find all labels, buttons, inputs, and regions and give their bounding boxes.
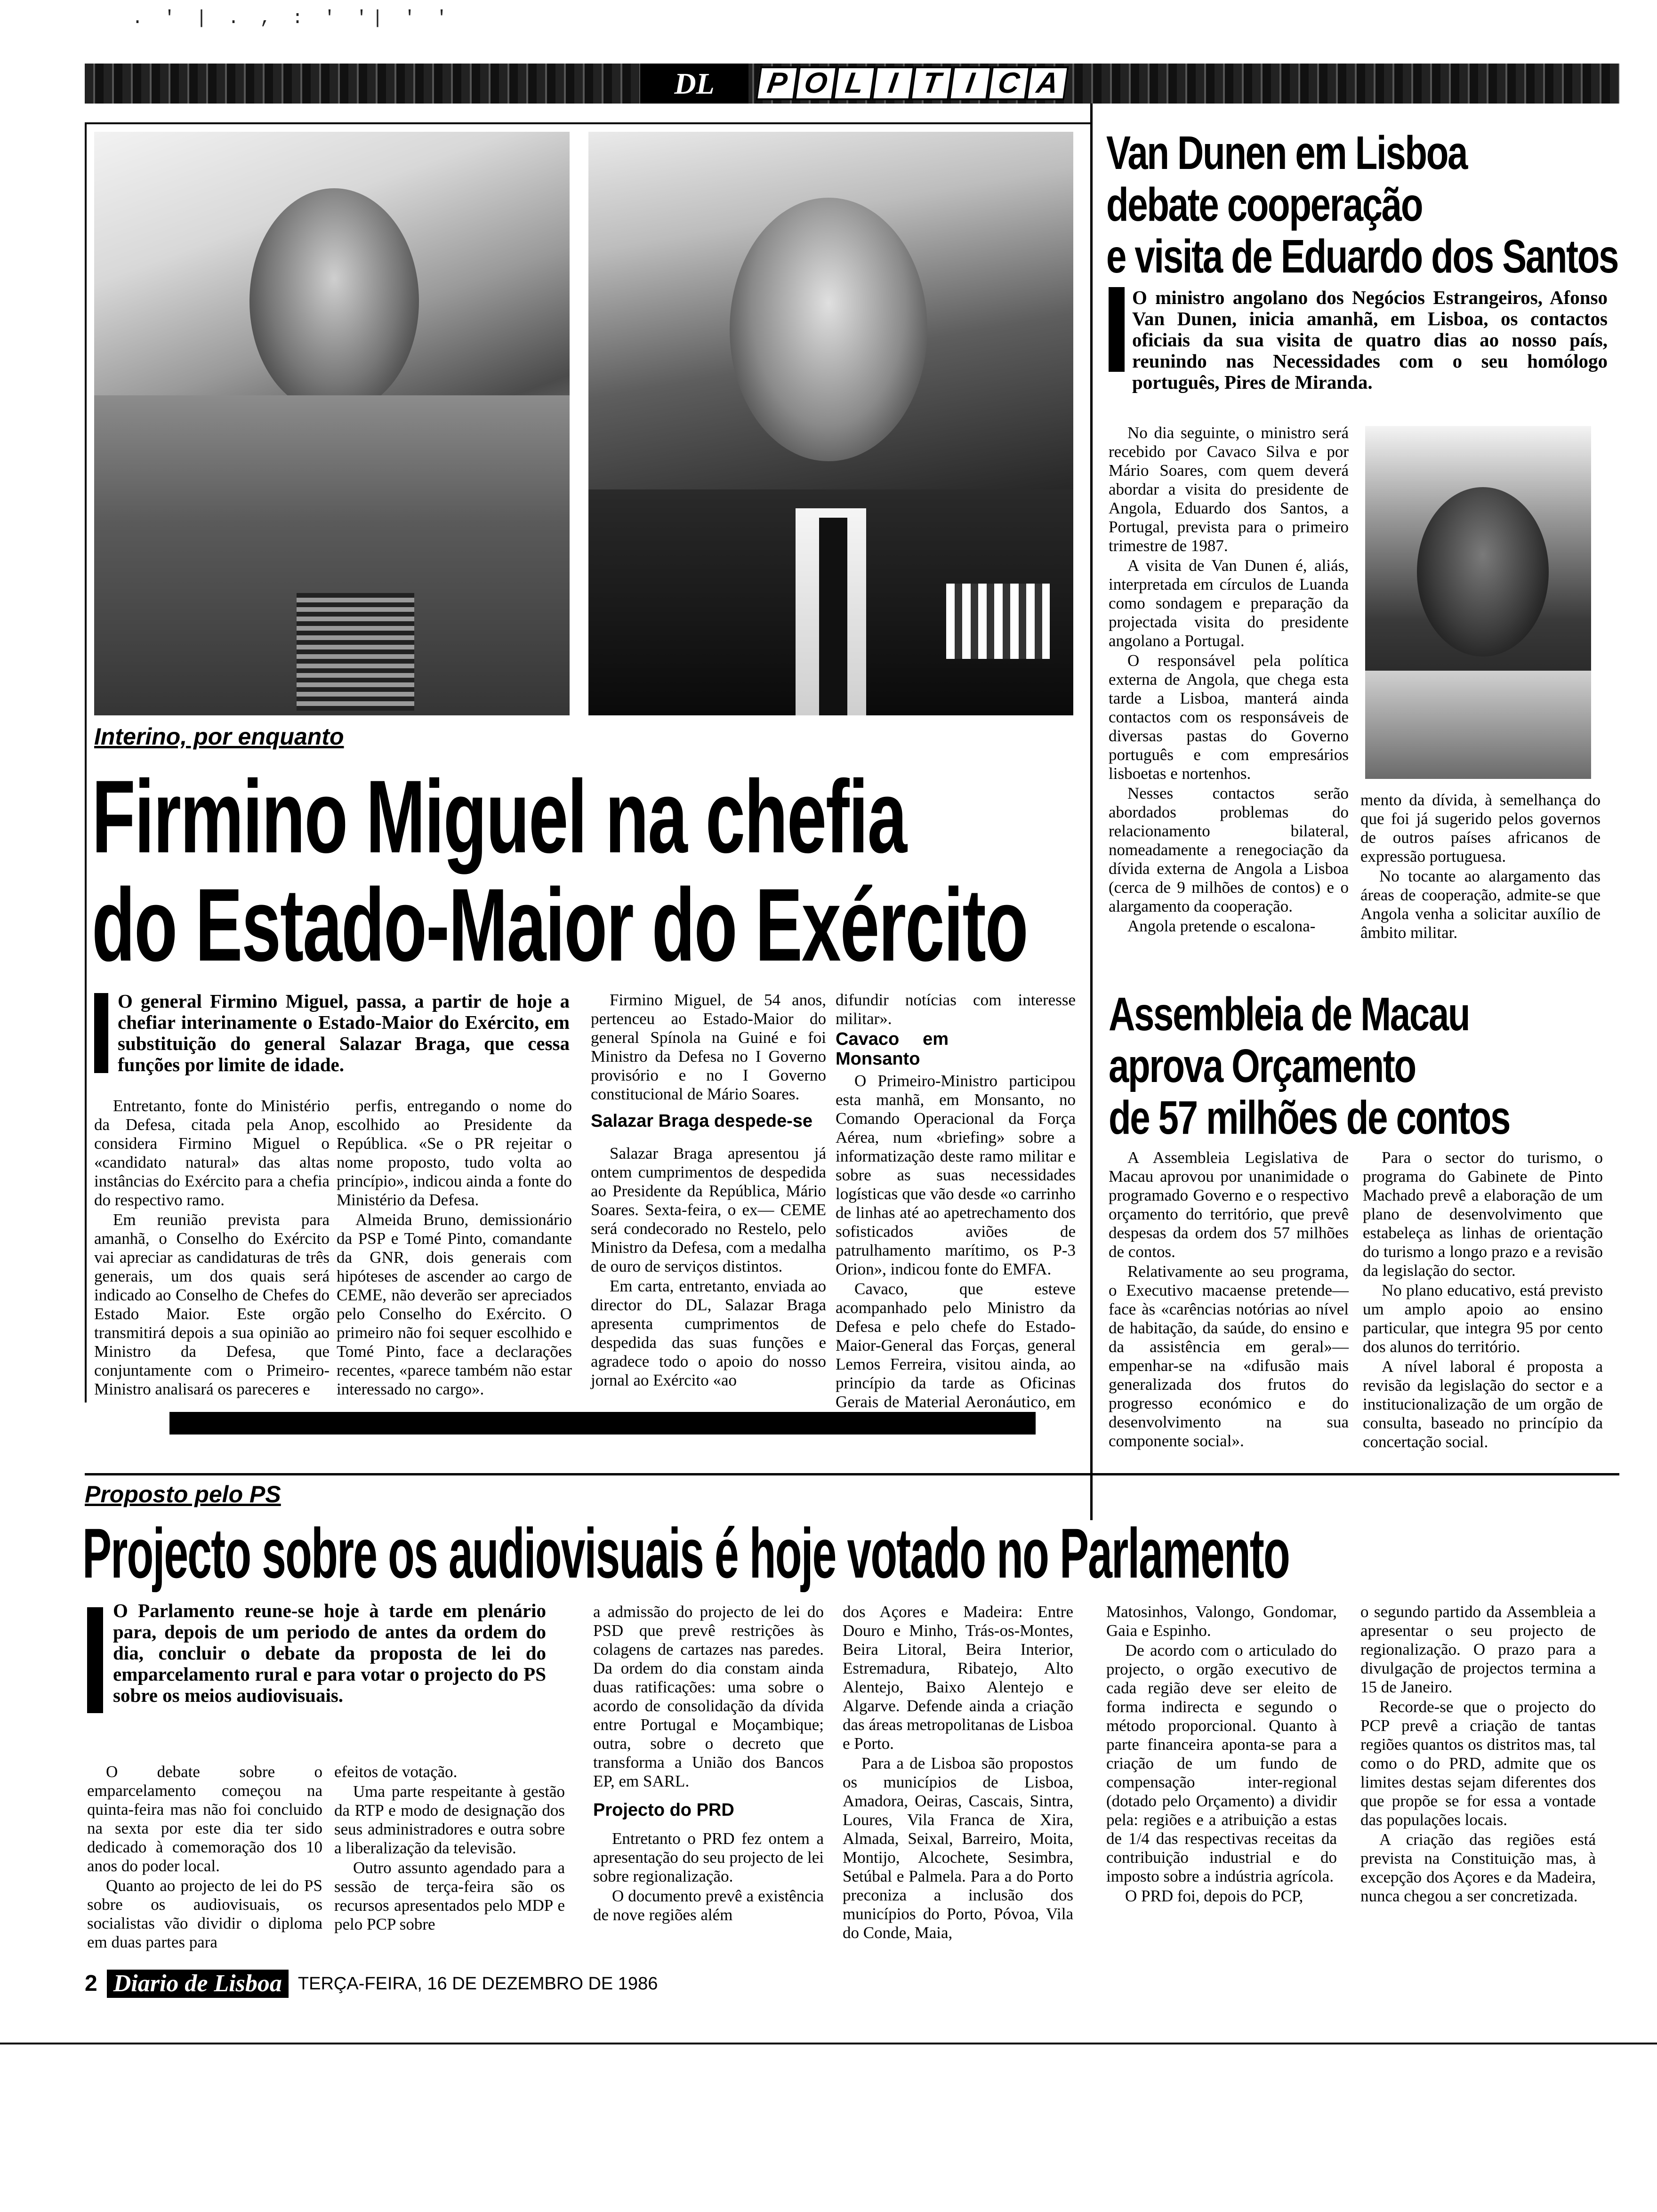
paragraph: Em carta, entretanto, enviada ao director do DL, Salazar Braga apresenta cumprimentos de despedida das suas funções e agradece todo o apoio do nosso jornal ao Exército «ao (591, 1277, 826, 1389)
headline-macau-line2: aprova Orçamento (1109, 1040, 1416, 1092)
paragraph: Para a de Lisboa são propostos os municípios de Lisboa, Amadora, Oeiras, Cascais, Sintra, Loures, Vila Franca de Xira, Almada, Seixal, Barreiro, Moita, Montijo, Alcochete, Sesimbra, Setúbal e Palmela. Para a do Porto preconiza a inclusão dos municípios do Porto, Póvoa, Vila do Conde, Maia, (843, 1754, 1073, 1942)
issue-date: TERÇA-FEIRA, 16 DE DEZEMBRO DE 1986 (298, 1974, 658, 1994)
column-rule (1090, 104, 1093, 1520)
headline-firmino-line1: Firmino Miguel na chefia (92, 759, 906, 874)
section-letter: C (987, 66, 1030, 100)
paragraph: No plano educativo, está previsto um amplo apoio ao ensino particular, que integra 95 por cento dos alunos do território. (1363, 1281, 1603, 1356)
subhead-prd: Projecto do PRD (593, 1800, 734, 1820)
headline-audiovisuais: Projecto sobre os audiovisuais é hoje votado no Parlamento (82, 1514, 1289, 1593)
lead-audiovisuais: O Parlamento reune-se hoje à tarde em plenário para, depois de um periodo de antes da ordem do dia, concluir o debate da proposta de lei do emparcelamento rural e para votar o projecto do PS sobre os meios audiovisuais. (113, 1600, 546, 1706)
paragraph: Entretanto, fonte do Ministério da Defesa, citada pela Anop, considera Firmino Miguel o «candidato natural» das altas instâncias do Exército para a chefia do respectivo ramo. (94, 1097, 330, 1209)
headline-vandunen-line2: debate cooperação (1106, 178, 1423, 231)
subhead-cavaco: Cavaco em Monsanto (836, 1029, 949, 1069)
headline-vandunen-line1: Van Dunen em Lisboa (1106, 127, 1467, 179)
paragraph: Matosinhos, Valongo, Gondomar, Gaia e Espinho. (1106, 1603, 1337, 1640)
section-header (85, 64, 1619, 104)
section-letter: I (871, 66, 915, 100)
paragraph: O Primeiro-Ministro participou esta manhã, em Monsanto, no Comando Operacional da Força Aérea, num «briefing» sobre a informatização deste ramo militar e sobre as suas necessidades logísticas que vão desde «o carrinho de linhas até ao apetrechamento dos sofisticados aviões de patrulhamento marítimo, os P-3 Orion», indicou fonte do EMFA. (836, 1072, 1076, 1278)
paragraph: Salazar Braga apresentou já ontem cumprimentos de despedida ao Presidente da República, Mário Soares. Sexta-feira, o ex— CEME será condecorado no Restelo, pelo Ministro da Defesa, com a medalha de ouro de serviços distintos. (591, 1144, 826, 1275)
paragraph: O PRD foi, depois do PCP, (1125, 1887, 1303, 1905)
section-letter: T (910, 66, 953, 100)
paragraph: Entretanto o PRD fez ontem a apresentação do seu projecto de lei sobre regionalização. (593, 1829, 824, 1885)
paragraph: Recorde-se que o projecto do PCP prevê a criação de tantas regiões quantos os distritos mas, tal como o do PRD, admite que os limites destas sejam diferentes dos que propõe se for essa a vontade das populações locais. (1360, 1698, 1596, 1829)
section-letter: A (1026, 66, 1069, 100)
paragraph: O responsável pela política externa de Angola, que chega esta tarde a Lisboa, manterá ainda contactos com os responsáveis de diversas pastas do Governo português e com empresários lisboetas e nortenhos. (1109, 651, 1349, 783)
paragraph: A visita de Van Dunen é, aliás, interpretada em círculos de Luanda como sondagem e preparação da projectada visita do presidente angolano a Portugal. (1109, 556, 1349, 650)
lead-vandunen: O ministro angolano dos Negócios Estrangeiros, Afonso Van Dunen, inicia amanhã, em Lisboa, os contactos oficiais da sua visita de quatro dias ao nosso país, reunindo nas Necessidades com o seu homólogo português, Pires de Miranda. (1132, 287, 1608, 393)
main-col2 (337, 1097, 572, 1400)
kicker-interino: Interino, por enquanto (94, 723, 344, 750)
paragraph: A criação das regiões está prevista na Constituição mas, à excepção dos Açores e da Madeira, nunca chegou a ser concretizada. (1360, 1830, 1596, 1905)
subhead-salazar: Salazar Braga despede-se (591, 1111, 813, 1131)
audio-col1 (87, 1763, 322, 1953)
headline-macau-line3: de 57 milhões de contos (1109, 1091, 1510, 1144)
paragraph: Em reunião prevista para amanhã, o Conselho do Exército vai apreciar as candidaturas de três generais, um dos quais será indicado ao Conselho de Chefes do Estado Maior. Este orgão transmitirá depois a sua opinião ao Ministro da Defesa, que conjuntamente com o Primeiro-Ministro analisará os pareceres e (94, 1210, 330, 1398)
lead-marker (87, 1607, 103, 1713)
section-letter: I (949, 66, 992, 100)
paragraph: difundir notícias com interesse militar». (836, 991, 1076, 1028)
paragraph: perfis, entregando o nome do escolhido ao Presidente da República. «Se o PR rejeitar o nome proposto, tudo volta ao princípio», indicou ainda a fonte do Ministério da Defesa. (337, 1097, 572, 1209)
headline-macau-line1: Assembleia de Macau (1109, 988, 1470, 1041)
section-title (758, 66, 1067, 100)
section-letter: P (756, 66, 799, 100)
paragraph: Outro assunto agendado para a sessão de terça-feira são os recursos apresentados pelo MDP e pelo PCP sobre (334, 1859, 565, 1933)
paragraph: Almeida Bruno, demissionário da PSP e Tomé Pinto, comandante da GNR, dois generais com hipóteses de ascender ao cargo de CEME, não deverão ser apreciados pelo Conselho do Exército. O primeiro não foi sequer escolhido e Tomé Pinto, face a declarações recentes, «parece também não estar interessado no cargo». (337, 1210, 572, 1398)
paragraph: o segundo partido da Assembleia a apresentar o seu projecto de regionalização. O prazo para a divulgação de projectos termina a 15 de Janeiro. (1360, 1603, 1596, 1696)
macau-col2 (1363, 1148, 1603, 1452)
lead-firmino: O general Firmino Miguel, passa, a partir de hoje a chefiar interinamente o Estado-Maior do Exército, em substituição do general Salazar Braga, que cessa funções por limite de idade. (118, 990, 570, 1075)
photo-salazar-braga (94, 132, 570, 715)
audio-col6 (1360, 1603, 1596, 1907)
vandunen-col2 (1360, 791, 1601, 943)
paragraph: Firmino Miguel, de 54 anos, pertenceu ao Estado-Maior do general Spínola na Guiné e foi Ministro da Defesa no I Governo provisório e no I Governo constitucional de Mário Soares. (591, 991, 826, 1103)
paragraph: No dia seguinte, o ministro será recebido por Cavaco Silva e por Mário Soares, com quem deverá abordar a visita do presidente de Angola, Eduardo dos Santos, a Portugal, prevista para o primeiro trimestre de 1987. (1109, 424, 1349, 555)
paragraph: mento da dívida, à semelhança do que foi já sugerido pelos governos de outros países africanos de expressão portuguesa. (1360, 791, 1601, 866)
paragraph: Angola pretende o escalona- (1127, 917, 1316, 935)
page-number: 2 (85, 1971, 97, 1996)
headline-firmino-line2: do Estado-Maior do Exército (92, 867, 1028, 983)
paragraph: a admissão do projecto de lei do PSD que prevê restrições às colagens de cartazes nas paredes. Da ordem do dia constam ainda duas ratificações: uma sobre o acordo de consolidação da dívida entre Portugal e Moçambique; outra, sobre o decreto que transforma a União dos Bancos EP, em SARL. (593, 1603, 824, 1790)
paragraph: efeitos de votação. (334, 1763, 458, 1781)
audio-col3 (593, 1603, 824, 1925)
paragraph: dos Açores e Madeira: Entre Douro e Minho, Trás-os-Montes, Beira Litoral, Beira Interior, Estremadura, Ribatejo, Alto Alentejo, Baixo Alentejo e Algarve. Defende ainda a criação das áreas metropolitanas de Lisboa e Porto. (843, 1603, 1073, 1753)
paragraph: Nesses contactos serão abordados problemas do relacionamento bilateral, nomeadamente a renegociação da dívida externa de Angola a Lisboa (cerca de 9 milhões de contos) e o alargamento da cooperação. (1109, 784, 1349, 915)
main-col3 (591, 991, 826, 1391)
photo-firmino-miguel (588, 132, 1073, 715)
top-marks: . ' | . , : ' '| ' ' (132, 8, 452, 29)
main-col1 (94, 1097, 330, 1400)
frame-rule-left (85, 122, 87, 1403)
paragraph: O debate sobre o emparcelamento começou na quinta-feira mas não foi concluido na sexta por este dia ter sido dedicado à comemoração dos 10 anos do poder local. (87, 1763, 322, 1875)
black-bar (169, 1412, 1036, 1435)
masthead-logo: Diario de Lisboa (107, 1970, 289, 1998)
audio-col4 (843, 1603, 1073, 1943)
paragraph: A Assembleia Legislativa de Macau aprovou por unanimidade o programado Governo e o respectivo orçamento do território, que prevê despesas da ordem dos 57 milhões de contos. (1109, 1148, 1349, 1261)
bottom-rule (0, 2043, 1657, 2044)
lead-marker (94, 993, 108, 1073)
paragraph: No tocante ao alargamento das áreas de cooperação, admite-se que Angola venha a solicitar auxílio de âmbito militar. (1360, 867, 1601, 942)
main-col4 (836, 991, 1076, 1431)
paragraph: Para o sector do turismo, o programa do Gabinete de Pinto Machado prevê a elaboração de um plano de desenvolvimento que estabeleça as linhas de orientação do turismo a longo prazo e a revisão da legislação do sector. (1363, 1148, 1603, 1280)
dl-logo: DL (640, 64, 748, 104)
headline-vandunen-line3: e visita de Eduardo dos Santos (1106, 230, 1618, 283)
frame-rule-top (85, 122, 1092, 124)
paragraph: Quanto ao projecto de lei do PS sobre os audiovisuais, os socialistas vão dividir o diploma em duas partes para (87, 1876, 322, 1951)
audio-col2 (334, 1763, 565, 1935)
paragraph: Uma parte respeitante à gestão da RTP e modo de designação dos seus administradores e outra sobre a liberalização da televisão. (334, 1782, 565, 1857)
section-rule (85, 1473, 1619, 1475)
paragraph: Cavaco, que esteve acompanhado pelo Ministro da Defesa e pelo chefe do Estado-Maior-General das Forças, general Lemos Ferreira, visitou ainda, ao princípio da tarde as Oficinas Gerais de Material Aeronáutico, em (836, 1280, 1076, 1411)
audio-col5 (1106, 1603, 1337, 1907)
lead-marker (1109, 287, 1125, 372)
paragraph: O documento prevê a existência de nove regiões além (593, 1887, 824, 1924)
paragraph: A nível laboral é proposta a revisão da legislação do sector e a institucionalização de um orgão de consulta, baseado no princípio da concertação social. (1363, 1357, 1603, 1451)
paragraph: De acordo com o articulado do projecto, o orgão executivo de cada região deve ser eleito de forma indirecta e segundo o método proporcional. Quanto à parte financeira aponta-se para a criação de um fundo de compensação inter-regional (dotado pelo Orçamento) a dividir pela: regiões e a atribuição a estas de 1/4 das respectivas receitas da contribuição industrial e do imposto sobre a indústria agrícola. (1106, 1641, 1337, 1885)
vandunen-col1 (1109, 424, 1349, 937)
photo-van-dunen (1365, 426, 1591, 779)
section-letter: L (833, 66, 876, 100)
page-footer (85, 1970, 658, 1998)
kicker-proposto: Proposto pelo PS (85, 1481, 281, 1507)
paragraph: Relativamente ao seu programa, o Executivo macaense pretende— face às «carências notórias ao nível de habitação, da saúde, do ensino e da assistência em geral»— empenhar-se na «difusão mais generalizada dos frutos do progresso económico e do desenvolvimento na sua componente social». (1109, 1262, 1349, 1450)
macau-col1 (1109, 1148, 1349, 1451)
section-letter: O (794, 66, 837, 100)
